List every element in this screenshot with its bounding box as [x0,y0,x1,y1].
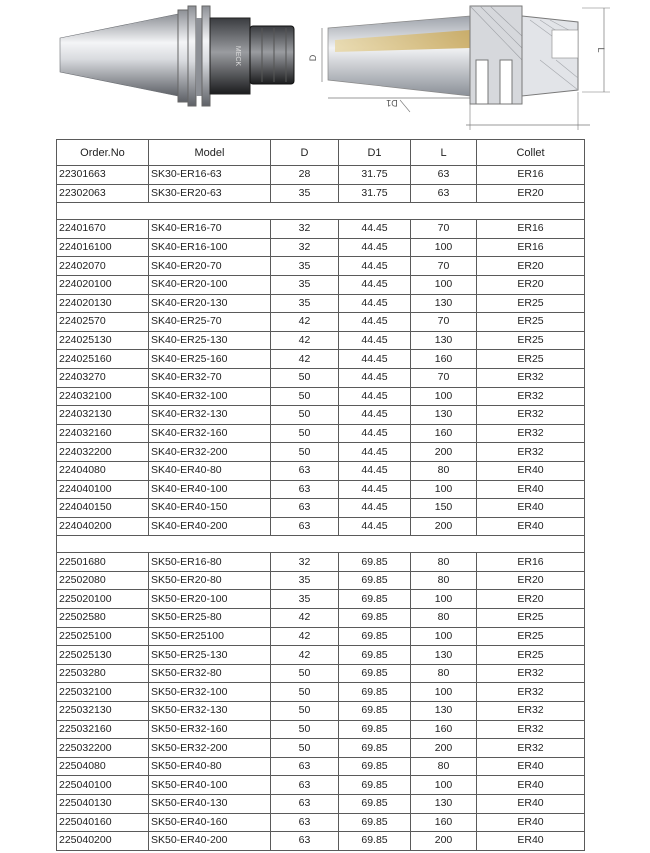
cell-model: SK40-ER40-100 [149,480,271,499]
cell-collet: ER40 [477,517,585,536]
table-row [57,443,585,462]
cell-order-no: 225025130 [57,646,149,665]
table-row [57,184,585,203]
cell-d1: 69.85 [339,795,411,814]
cell-d: 28 [271,166,339,185]
cell-d: 42 [271,609,339,628]
table-row [57,739,585,758]
table-row [57,664,585,683]
cell-collet: ER16 [477,166,585,185]
cell-order-no: 225020100 [57,590,149,609]
cell-d: 63 [271,832,339,851]
cell-order-no: 22504080 [57,757,149,776]
cell-d1: 69.85 [339,702,411,721]
cell-d1: 44.45 [339,424,411,443]
cell-l: 160 [411,720,477,739]
cell-d1: 69.85 [339,813,411,832]
cell-model: SK40-ER25-160 [149,350,271,369]
section-drawing [308,6,610,130]
cell-order-no: 22404080 [57,461,149,480]
cell-d: 50 [271,406,339,425]
table-row [57,331,585,350]
cell-order-no: 224032200 [57,443,149,462]
cell-order-no: 225032100 [57,683,149,702]
cell-d: 32 [271,220,339,239]
cell-order-no: 225040130 [57,795,149,814]
table-row [57,776,585,795]
header-collet: Collet [477,140,585,166]
cell-model: SK40-ER40-200 [149,517,271,536]
cell-collet: ER32 [477,406,585,425]
cell-l: 100 [411,238,477,257]
cell-d1: 44.45 [339,368,411,387]
marking-text: MECK [234,45,241,67]
cell-d1: 31.75 [339,184,411,203]
cell-model: SK40-ER16-100 [149,238,271,257]
table-row [57,480,585,499]
cell-collet: ER32 [477,664,585,683]
cell-d: 42 [271,313,339,332]
cell-l: 150 [411,499,477,518]
table-row [57,646,585,665]
table-row [57,499,585,518]
cell-collet: ER16 [477,553,585,572]
dim-label-d1: D1 [386,98,398,108]
table-row [57,627,585,646]
cell-collet: ER40 [477,757,585,776]
table-row [57,424,585,443]
cell-model: SK40-ER16-70 [149,220,271,239]
cell-d: 42 [271,350,339,369]
cell-d: 32 [271,553,339,572]
cell-d1: 44.45 [339,313,411,332]
cell-order-no: 224016100 [57,238,149,257]
cell-l: 130 [411,294,477,313]
cell-model: SK50-ER32-130 [149,702,271,721]
cell-l: 63 [411,166,477,185]
cell-l: 130 [411,406,477,425]
table-row [57,702,585,721]
cell-order-no: 224020130 [57,294,149,313]
cell-l: 130 [411,702,477,721]
header-d1: D1 [339,140,411,166]
cell-collet: ER20 [477,571,585,590]
cell-model: SK40-ER32-200 [149,443,271,462]
cell-model: SK50-ER32-80 [149,664,271,683]
cell-model: SK40-ER40-150 [149,499,271,518]
cell-l: 80 [411,571,477,590]
cell-d: 50 [271,664,339,683]
cell-l: 70 [411,220,477,239]
cell-order-no: 225040160 [57,813,149,832]
cell-d: 35 [271,294,339,313]
table-row [57,294,585,313]
cell-d: 50 [271,683,339,702]
cell-collet: ER25 [477,627,585,646]
cell-d1: 69.85 [339,683,411,702]
cell-l: 160 [411,424,477,443]
dim-label-d: D [308,54,318,62]
cell-d: 50 [271,424,339,443]
cell-model: SK50-ER20-100 [149,590,271,609]
cell-order-no: 224025130 [57,331,149,350]
cell-order-no: 22402070 [57,257,149,276]
cell-model: SK50-ER25-80 [149,609,271,628]
cell-model: SK40-ER32-130 [149,406,271,425]
cell-model: SK50-ER16-80 [149,553,271,572]
cell-model: SK40-ER40-80 [149,461,271,480]
cell-l: 200 [411,517,477,536]
cell-collet: ER20 [477,257,585,276]
cell-order-no: 225025100 [57,627,149,646]
cell-model: SK50-ER32-200 [149,739,271,758]
group-separator [57,536,585,553]
cell-l: 200 [411,739,477,758]
cell-l: 130 [411,795,477,814]
cell-order-no: 224032100 [57,387,149,406]
cell-l: 200 [411,443,477,462]
table-row [57,350,585,369]
cell-order-no: 225032160 [57,720,149,739]
table-row [57,387,585,406]
cell-collet: ER32 [477,720,585,739]
table-row [57,313,585,332]
cell-collet: ER32 [477,683,585,702]
cell-d1: 44.45 [339,480,411,499]
cell-d1: 31.75 [339,166,411,185]
dim-label-l: L [596,47,606,53]
cell-order-no: 224032130 [57,406,149,425]
cell-model: SK50-ER40-130 [149,795,271,814]
cell-d1: 69.85 [339,720,411,739]
table-row [57,257,585,276]
cell-d1: 44.45 [339,350,411,369]
cell-d1: 44.45 [339,499,411,518]
cell-l: 70 [411,313,477,332]
cell-model: SK40-ER25-130 [149,331,271,350]
cell-order-no: 224020100 [57,275,149,294]
cell-d1: 44.45 [339,275,411,294]
cell-model: SK50-ER40-80 [149,757,271,776]
cell-model: SK30-ER16-63 [149,166,271,185]
cell-model: SK40-ER20-100 [149,275,271,294]
tool-holder-photo [60,6,294,106]
cell-model: SK30-ER20-63 [149,184,271,203]
cell-d: 63 [271,480,339,499]
cell-model: SK50-ER32-100 [149,683,271,702]
cell-model: SK40-ER20-130 [149,294,271,313]
cell-d: 50 [271,387,339,406]
cell-order-no: 224040150 [57,499,149,518]
cell-l: 80 [411,664,477,683]
product-figure [0,0,650,135]
cell-d: 63 [271,517,339,536]
cell-l: 160 [411,813,477,832]
cell-collet: ER25 [477,350,585,369]
table-row [57,813,585,832]
cell-d1: 44.45 [339,238,411,257]
cell-collet: ER40 [477,480,585,499]
cell-collet: ER25 [477,609,585,628]
cell-model: SK40-ER25-70 [149,313,271,332]
cell-collet: ER25 [477,331,585,350]
cell-order-no: 225032200 [57,739,149,758]
cell-d: 63 [271,776,339,795]
cell-collet: ER16 [477,238,585,257]
cell-l: 130 [411,646,477,665]
cell-order-no: 225040200 [57,832,149,851]
table-row [57,220,585,239]
cell-collet: ER40 [477,832,585,851]
cell-d: 63 [271,499,339,518]
cell-collet: ER40 [477,499,585,518]
cell-order-no: 224025160 [57,350,149,369]
cell-order-no: 224040100 [57,480,149,499]
cell-order-no: 22401670 [57,220,149,239]
cell-d: 42 [271,627,339,646]
table-row [57,275,585,294]
cell-collet: ER40 [477,776,585,795]
cell-d1: 44.45 [339,387,411,406]
cell-l: 100 [411,275,477,294]
cell-collet: ER16 [477,220,585,239]
cell-l: 70 [411,368,477,387]
cell-collet: ER32 [477,443,585,462]
cell-d: 42 [271,646,339,665]
cell-order-no: 225032130 [57,702,149,721]
cell-l: 80 [411,757,477,776]
cell-d: 35 [271,257,339,276]
cell-d: 63 [271,461,339,480]
cell-l: 80 [411,553,477,572]
cell-model: SK50-ER25-130 [149,646,271,665]
separator-cell [57,203,585,220]
table-row [57,609,585,628]
table-row [57,406,585,425]
cell-model: SK50-ER40-160 [149,813,271,832]
cell-collet: ER25 [477,646,585,665]
cell-collet: ER25 [477,294,585,313]
cell-model: SK40-ER32-70 [149,368,271,387]
cell-collet: ER20 [477,184,585,203]
cell-d: 50 [271,720,339,739]
cell-d: 50 [271,443,339,462]
header-order-no: Order.No [57,140,149,166]
cell-collet: ER32 [477,702,585,721]
cell-d: 63 [271,757,339,776]
table-header-row [57,140,585,166]
cell-order-no: 22301663 [57,166,149,185]
table-row [57,517,585,536]
cell-l: 100 [411,387,477,406]
cell-d: 63 [271,795,339,814]
cell-l: 70 [411,257,477,276]
cell-d1: 69.85 [339,776,411,795]
cell-collet: ER32 [477,424,585,443]
separator-cell [57,536,585,553]
group-separator [57,203,585,220]
cell-l: 160 [411,350,477,369]
cell-model: SK50-ER20-80 [149,571,271,590]
cell-d: 42 [271,331,339,350]
table-row [57,238,585,257]
cell-d: 50 [271,702,339,721]
cell-order-no: 22503280 [57,664,149,683]
table-row [57,461,585,480]
cell-order-no: 225040100 [57,776,149,795]
cell-order-no: 224032160 [57,424,149,443]
cell-l: 80 [411,461,477,480]
table-row [57,683,585,702]
cell-l: 80 [411,609,477,628]
cell-order-no: 224040200 [57,517,149,536]
cell-order-no: 22302063 [57,184,149,203]
cell-d1: 69.85 [339,609,411,628]
cell-d: 50 [271,739,339,758]
cell-d1: 69.85 [339,553,411,572]
cell-collet: ER20 [477,275,585,294]
cell-collet: ER20 [477,590,585,609]
cell-l: 200 [411,832,477,851]
cell-model: SK40-ER32-100 [149,387,271,406]
cell-collet: ER32 [477,368,585,387]
cell-collet: ER40 [477,813,585,832]
cell-d: 32 [271,238,339,257]
cell-d: 35 [271,571,339,590]
cell-d1: 44.45 [339,443,411,462]
table-row [57,832,585,851]
cell-d: 35 [271,184,339,203]
cell-collet: ER32 [477,387,585,406]
cell-d1: 44.45 [339,257,411,276]
cell-order-no: 22502580 [57,609,149,628]
cell-d1: 69.85 [339,832,411,851]
cell-d1: 44.45 [339,220,411,239]
cell-collet: ER40 [477,795,585,814]
table-row [57,795,585,814]
cell-d1: 69.85 [339,571,411,590]
cell-d1: 44.45 [339,294,411,313]
cell-d: 35 [271,275,339,294]
table-body [57,166,585,851]
cell-d: 63 [271,813,339,832]
table-row [57,590,585,609]
cell-l: 130 [411,331,477,350]
cell-d1: 44.45 [339,517,411,536]
cell-l: 100 [411,776,477,795]
cell-d1: 69.85 [339,627,411,646]
cell-collet: ER40 [477,461,585,480]
cell-d1: 69.85 [339,739,411,758]
cell-d1: 69.85 [339,590,411,609]
header-model: Model [149,140,271,166]
cell-model: SK50-ER40-100 [149,776,271,795]
table-row [57,166,585,185]
cell-d1: 44.45 [339,406,411,425]
cell-model: SK40-ER20-70 [149,257,271,276]
cell-l: 63 [411,184,477,203]
cell-order-no: 22501680 [57,553,149,572]
table-row [57,571,585,590]
header-d: D [271,140,339,166]
cell-collet: ER32 [477,739,585,758]
cell-d1: 44.45 [339,331,411,350]
table-row [57,757,585,776]
cell-d: 35 [271,590,339,609]
cell-d1: 69.85 [339,646,411,665]
cell-l: 100 [411,683,477,702]
table-row [57,368,585,387]
cell-d: 50 [271,368,339,387]
cell-order-no: 22402570 [57,313,149,332]
cell-d1: 69.85 [339,757,411,776]
cell-model: SK40-ER32-160 [149,424,271,443]
cell-d1: 44.45 [339,461,411,480]
table-row [57,553,585,572]
cell-d1: 69.85 [339,664,411,683]
cell-model: SK50-ER40-200 [149,832,271,851]
cell-l: 100 [411,480,477,499]
specification-table [56,139,585,851]
cell-collet: ER25 [477,313,585,332]
cell-l: 100 [411,590,477,609]
cell-model: SK50-ER32-160 [149,720,271,739]
table-row [57,720,585,739]
cell-model: SK50-ER25100 [149,627,271,646]
cell-order-no: 22502080 [57,571,149,590]
header-l: L [411,140,477,166]
cell-l: 100 [411,627,477,646]
cell-order-no: 22403270 [57,368,149,387]
